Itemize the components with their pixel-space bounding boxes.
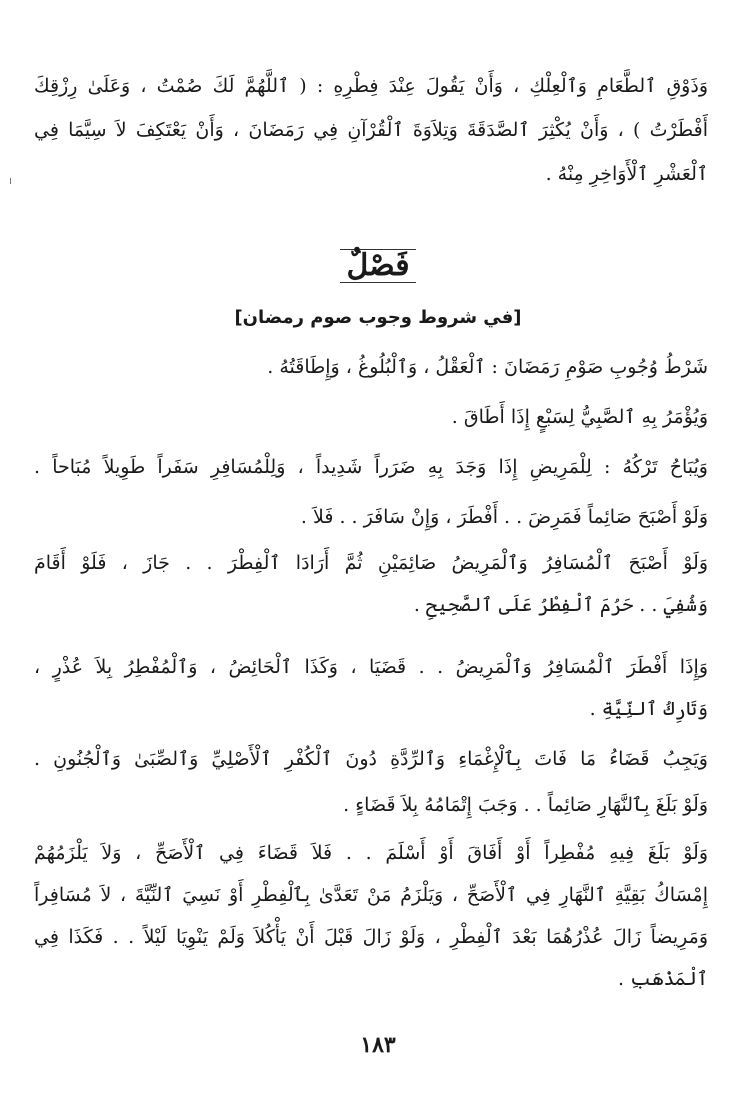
- text-line: أَفْطَرْتُ ) ، وَأَنْ يُكْثِرَ ٱلصَّدَقَةَ وَتِلاَوَةَ ٱلْقُرْآنِ فِي رَمَضَانَ ، وَأَنْ يَعْتَكِفَ لاَ سِيَّمَا فِي: [34, 119, 708, 141]
- page-number: ١٨٣: [360, 1032, 396, 1058]
- text-line: وَذَوْقِ ٱلطَّعَامِ وَٱلْعِلْكِ ، وَأَنْ يَقُولَ عِنْدَ فِطْرِهِ : ( ٱللَّهُمَّ لَكَ صُمْتُ ، وَعَلَىٰ رِزْقِكَ: [34, 75, 708, 97]
- margin-mark: [10, 178, 11, 184]
- text-line: وَشُفِيَ . . حَرُمَ ٱلْفِطْرُ عَلَى ٱلصَّحِيحِ .: [413, 594, 708, 616]
- paragraph-1: [34, 346, 708, 388]
- text-line: وَإِذَا أَفْطَرَ ٱلْمُسَافِرُ وَٱلْمَرِيضُ . . قَضَيَا ، وَكَذَا ٱلْحَائِضُ ، وَٱلْمُفْطِرُ بِلاَ عُذْرٍ ،: [34, 656, 708, 678]
- section-subtitle: [في شروط وجوب صوم رمضان]: [234, 307, 522, 328]
- text-line: ٱلْمَذْهَبِ .: [617, 968, 708, 990]
- paragraph-8: [34, 784, 708, 826]
- text-line: وَيُؤْمَرُ بِهِ ٱلصَّبِيُّ لِسَبْعٍ إِذَا أَطَاقَ .: [451, 406, 708, 428]
- section-ornament-heading: [0, 244, 756, 288]
- text-line: وَتَارِكُ ٱلنِّيَّةِ .: [589, 698, 708, 720]
- paragraph-4: [34, 496, 708, 538]
- paragraph-2: [34, 396, 708, 438]
- paragraph-3: [34, 446, 708, 488]
- paragraph-5: [34, 542, 708, 626]
- text-line: وَلَوْ بَلَغَ فِيهِ مُفْطِراً أَوْ أَفَاقَ أَوْ أَسْلَمَ . . فَلاَ قَضَاءَ فِي ٱلْأَصَحِّ ، وَلاَ يَلْزَمُهُمْ: [34, 842, 708, 864]
- text-line: وَيُبَاحُ تَرْكُهُ : لِلْمَرِيضِ إِذَا وَجَدَ بِهِ ضَرَراً شَدِيداً ، وَلِلْمُسَافِرِ سَفَراً طَوِيلاً مُبَاحاً .: [34, 456, 708, 478]
- text-line: شَرْطُ وُجُوبِ صَوْمِ رَمَضَانَ : ٱلْعَقْلُ ، وَٱلْبُلُوغُ ، وَإِطَاقَتُهُ .: [267, 356, 708, 378]
- intro-paragraph: [34, 64, 708, 196]
- text-line: وَيَجِبُ قَضَاءُ مَا فَاتَ بِٱلْإِغْمَاءِ وَٱلرِّدَّةِ دُونَ ٱلْكُفْرِ ٱلْأَصْلِيِّ وَٱلصِّبَىٰ وَٱلْجُنُونِ .: [34, 748, 708, 770]
- text-line: إِمْسَاكُ بَقِيَّةِ ٱلنَّهَارِ فِي ٱلْأَصَحِّ ، وَيَلْزَمُ مَنْ تَعَدَّىٰ بِٱلْفِطْرِ أَوْ نَسِيَ ٱلنِّيَّةَ ، لاَ مُسَافِراً: [34, 884, 708, 906]
- section-heading-text: فَصْلٌ: [340, 249, 415, 283]
- paragraph-6: [34, 646, 708, 730]
- text-line: وَمَرِيضاً زَالَ عُذْرُهُمَا بَعْدَ ٱلْفِطْرِ ، وَلَوْ زَالَ قَبْلَ أَنْ يَأْكُلاَ وَلَمْ يَنْوِيَا لَيْلاً . . فَكَذَا فِي: [34, 926, 708, 948]
- text-line: وَلَوْ أَصْبَحَ ٱلْمُسَافِرُ وَٱلْمَرِيضُ صَائِمَيْنِ ثُمَّ أَرَادَا ٱلْفِطْرَ . . جَازَ ، فَلَوْ أَقَامَ: [34, 552, 708, 574]
- paragraph-9: [34, 832, 708, 1000]
- text-line: وَلَوْ بَلَغَ بِٱلنَّهَارِ صَائِماً . . وَجَبَ إِتْمَامُهُ بِلاَ قَضَاءٍ .: [343, 794, 708, 816]
- paragraph-7: [34, 738, 708, 780]
- text-line: ٱلْعَشْرِ ٱلْأَوَاخِرِ مِنْهُ .: [545, 163, 708, 185]
- text-line: وَلَوْ أَصْبَحَ صَائِماً فَمَرِضَ . . أَفْطَرَ ، وَإِنْ سَافَرَ . . فَلاَ .: [300, 506, 708, 528]
